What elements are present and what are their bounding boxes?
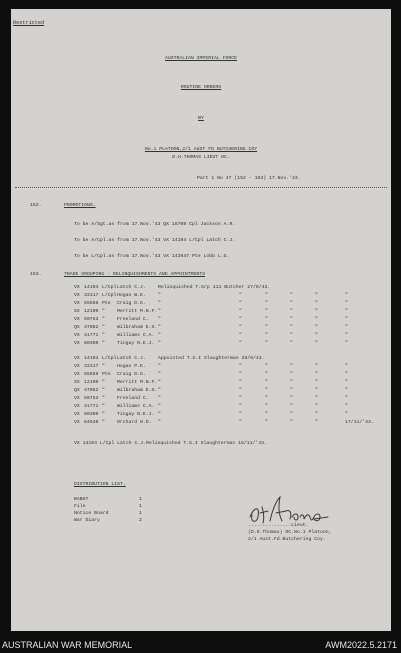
table-cell: VX — [74, 396, 80, 401]
table-cell: " — [265, 380, 268, 385]
table-cell: 50753 — [84, 317, 99, 322]
table-cell: Wilbraham E.S. — [117, 325, 158, 330]
table-cell: " — [158, 341, 161, 346]
table-cell: VX — [74, 293, 80, 298]
table-cell: Tingay N.E.J. — [117, 412, 155, 417]
table-cell: " — [265, 333, 268, 338]
table-cell: VX — [74, 364, 80, 369]
distribution-item-label: War Diary — [74, 518, 100, 523]
table-cell: Williams C.A. — [117, 333, 155, 338]
table-cell: L/Cpl — [102, 356, 117, 361]
table-cell: " — [315, 317, 318, 322]
table-cell: " — [345, 309, 348, 314]
table-cell: " — [290, 325, 293, 330]
table-cell: " — [158, 412, 161, 417]
promotion-line: To be L/Cpl.as from 17.Nov.'43 VX 143647 Pte Lobb L.G. — [74, 254, 230, 259]
table-cell: 17/11/'43. — [345, 420, 374, 425]
table-cell: VX — [74, 333, 80, 338]
table-cell: " — [345, 333, 348, 338]
table-cell: Freeland C. — [117, 317, 149, 322]
table-cell: " — [265, 404, 268, 409]
table-cell: Orchard N.D. — [117, 420, 152, 425]
table-cell: " — [102, 309, 105, 314]
table-cell: VX — [74, 412, 80, 417]
table-cell: " — [239, 341, 242, 346]
table-cell: " — [239, 309, 242, 314]
table-cell: SX — [74, 380, 80, 385]
table-cell: VX — [74, 356, 80, 361]
distribution-heading: DISTRIBUTION LIST. — [74, 482, 126, 487]
table-cell: " — [265, 325, 268, 330]
table-cell: " — [265, 293, 268, 298]
table-cell: " — [315, 293, 318, 298]
table-cell: VX — [74, 317, 80, 322]
table-cell: " — [315, 364, 318, 369]
table-cell: " — [290, 317, 293, 322]
table-cell: " — [345, 301, 348, 306]
table-cell: " — [265, 372, 268, 377]
table-cell: Appointed T.G.I Slaughterman 28/8/43. — [158, 356, 265, 361]
table-cell: " — [158, 364, 161, 369]
table-cell: " — [315, 404, 318, 409]
table-cell: " — [290, 333, 293, 338]
table-cell: " — [102, 341, 105, 346]
table-cell: " — [102, 333, 105, 338]
table-cell: Latch C.J. — [117, 356, 146, 361]
table-cell: " — [239, 317, 242, 322]
table-cell: " — [290, 396, 293, 401]
table-cell: " — [158, 309, 161, 314]
table-cell: " — [290, 404, 293, 409]
table-cell: Pte — [102, 301, 111, 306]
table-cell: " — [290, 341, 293, 346]
table-cell: " — [158, 404, 161, 409]
promotion-line: To be A/Cpl.as from 17.Nov.'43 VX 14104 L/Cpl Latch C.J. — [74, 238, 236, 243]
table-cell: " — [290, 309, 293, 314]
table-cell: " — [265, 412, 268, 417]
table-cell: " — [158, 396, 161, 401]
table-cell: " — [345, 364, 348, 369]
table-cell: " — [239, 372, 242, 377]
section-152-number: 152. — [30, 203, 42, 208]
table-cell: Merritt M.N.F. — [117, 309, 158, 314]
promotion-line: To be A/Sgt.as from 17.Nov.'43 QX 18709 Cpl Jackson A.R. — [74, 222, 236, 227]
distribution-item-count: 1 — [139, 504, 142, 509]
table-cell: QX — [74, 325, 80, 330]
table-cell: " — [158, 301, 161, 306]
table-cell: 64548 — [84, 420, 99, 425]
table-cell: " — [265, 309, 268, 314]
table-cell: Craig D.G. — [117, 372, 146, 377]
table-cell: " — [315, 412, 318, 417]
table-cell: " — [158, 333, 161, 338]
table-cell: " — [265, 420, 268, 425]
table-cell: " — [345, 325, 348, 330]
table-cell: 41771 — [84, 333, 99, 338]
table-cell: " — [239, 412, 242, 417]
signatory-name: (D.H.Thomas) OC.No.1 Platoon, — [248, 530, 332, 535]
table-cell: 33117 — [84, 364, 99, 369]
table-cell: " — [315, 372, 318, 377]
table-cell: " — [345, 412, 348, 417]
table-cell: VX — [74, 341, 80, 346]
table-cell: " — [102, 317, 105, 322]
distribution-item-label: BABGT — [74, 497, 89, 502]
table-cell: " — [345, 317, 348, 322]
table-cell: " — [315, 333, 318, 338]
title-heading: ROUTINE ORDERS — [180, 85, 222, 90]
table-cell: " — [102, 404, 105, 409]
table-cell: " — [290, 380, 293, 385]
document-page — [11, 9, 391, 631]
table-cell: Williams C.A. — [117, 404, 155, 409]
part-line: Part 1 No 47 (152 - 153) 17.Nov.'43. — [197, 176, 301, 181]
table-cell: Freeland C. — [117, 396, 149, 401]
closing-relinquishment: VX 14104 L/Cpl Latch C.J.Relinquished T.G.I Slaughterman 16/11/'43. — [74, 441, 267, 446]
table-cell: " — [239, 325, 242, 330]
table-cell: " — [345, 404, 348, 409]
table-cell: VX — [74, 372, 80, 377]
table-cell: " — [345, 388, 348, 393]
table-cell: 12190 — [84, 309, 99, 314]
section-153-number: 153. — [30, 272, 42, 277]
table-cell: VX — [74, 404, 80, 409]
table-cell: Hogan W.E. — [117, 293, 146, 298]
table-cell: " — [345, 380, 348, 385]
table-cell: " — [239, 396, 242, 401]
table-cell: " — [290, 364, 293, 369]
distribution-item-count: 2 — [139, 518, 142, 523]
table-cell: 41771 — [84, 404, 99, 409]
table-cell: " — [158, 388, 161, 393]
table-cell: " — [315, 309, 318, 314]
table-cell: " — [239, 301, 242, 306]
table-cell: " — [102, 325, 105, 330]
table-cell: " — [158, 420, 161, 425]
section-153-heading: TRADE GROUPING - RELINQUISHMENTS AND APPOINTMENTS — [64, 272, 206, 277]
table-cell: " — [239, 293, 242, 298]
table-cell: VX — [74, 420, 80, 425]
table-cell: 47062 — [84, 388, 99, 393]
table-cell: 80300 — [84, 412, 99, 417]
table-cell: Latch C.J. — [117, 285, 146, 290]
table-cell: SX — [74, 309, 80, 314]
table-cell: 33117 — [84, 293, 99, 298]
distribution-item-count: 1 — [139, 497, 142, 502]
table-cell: " — [265, 301, 268, 306]
table-cell: " — [315, 301, 318, 306]
table-cell: L/Cpl — [102, 285, 117, 290]
table-cell: " — [265, 364, 268, 369]
section-152-heading: PROMOTIONS. — [64, 203, 96, 208]
table-cell: 55658 — [84, 301, 99, 306]
table-cell: 55658 — [84, 372, 99, 377]
table-cell: " — [239, 404, 242, 409]
table-cell: " — [239, 364, 242, 369]
table-cell: " — [102, 388, 105, 393]
table-cell: " — [345, 372, 348, 377]
table-cell: " — [239, 388, 242, 393]
dotted-separator — [15, 187, 387, 188]
table-cell: " — [158, 293, 161, 298]
table-cell: " — [290, 412, 293, 417]
table-cell: " — [315, 341, 318, 346]
table-cell: " — [315, 420, 318, 425]
by-heading: BY — [198, 116, 204, 121]
table-cell: " — [265, 388, 268, 393]
table-cell: " — [102, 420, 105, 425]
table-cell: " — [102, 396, 105, 401]
table-cell: QX — [74, 388, 80, 393]
table-cell: 14104 — [84, 356, 99, 361]
distribution-item-label: File — [74, 504, 86, 509]
unit-line-1: No.1 PLATOON,2/1 AUST FD BUTCHERING COY — [144, 147, 258, 152]
table-cell: Merritt M.N.F. — [117, 380, 158, 385]
table-cell: 12190 — [84, 380, 99, 385]
table-cell: Craig D.G. — [117, 301, 146, 306]
restricted-label: Restricted — [13, 20, 45, 26]
table-cell: " — [315, 325, 318, 330]
table-cell: " — [239, 420, 242, 425]
table-cell: " — [158, 317, 161, 322]
table-cell: " — [290, 293, 293, 298]
table-cell: " — [345, 293, 348, 298]
table-cell: " — [102, 380, 105, 385]
table-cell: " — [315, 380, 318, 385]
table-cell: VX — [74, 301, 80, 306]
table-cell: Wilbraham E.S. — [117, 388, 158, 393]
table-cell: " — [290, 301, 293, 306]
table-cell: " — [102, 412, 105, 417]
table-cell: " — [290, 420, 293, 425]
table-cell: " — [239, 333, 242, 338]
table-cell: " — [158, 380, 161, 385]
table-cell: " — [345, 341, 348, 346]
table-cell: " — [345, 396, 348, 401]
table-cell: " — [265, 396, 268, 401]
distribution-item-label: Notice Board — [74, 511, 109, 516]
table-cell: 50753 — [84, 396, 99, 401]
table-cell: Pte — [102, 372, 111, 377]
table-cell: " — [290, 372, 293, 377]
footer-credit: AUSTRALIAN WAR MEMORIAL — [2, 640, 133, 650]
table-cell: Hogan P.E. — [117, 364, 146, 369]
org-heading: AUSTRALIAN IMPERIAL FORCE — [165, 56, 237, 61]
table-cell: " — [265, 317, 268, 322]
table-cell: " — [315, 396, 318, 401]
table-cell: " — [290, 388, 293, 393]
table-cell: Relinquished T.Grp 111 Butcher 27/8/43. — [158, 285, 271, 290]
table-cell: 47062 — [84, 325, 99, 330]
table-cell: " — [102, 364, 105, 369]
table-cell: 14104 — [84, 285, 99, 290]
signature-line: ...............Lieut. — [248, 523, 309, 528]
table-cell: " — [315, 388, 318, 393]
table-cell: " — [265, 341, 268, 346]
distribution-item-count: 1 — [139, 511, 142, 516]
table-cell: 80300 — [84, 341, 99, 346]
table-cell: " — [158, 372, 161, 377]
unit-line-2: D.H.THOMAS LIEUT OC. — [172, 155, 230, 160]
footer-accession-number: AWM2022.5.2171 — [325, 640, 397, 650]
signatory-unit: 2/1 Aust.Fd.Butchering Coy. — [248, 537, 326, 542]
table-cell: " — [158, 325, 161, 330]
table-cell: VX — [74, 285, 80, 290]
table-cell: L/Cpl — [102, 293, 117, 298]
table-cell: Tingay N.E.J. — [117, 341, 155, 346]
table-cell: " — [239, 380, 242, 385]
